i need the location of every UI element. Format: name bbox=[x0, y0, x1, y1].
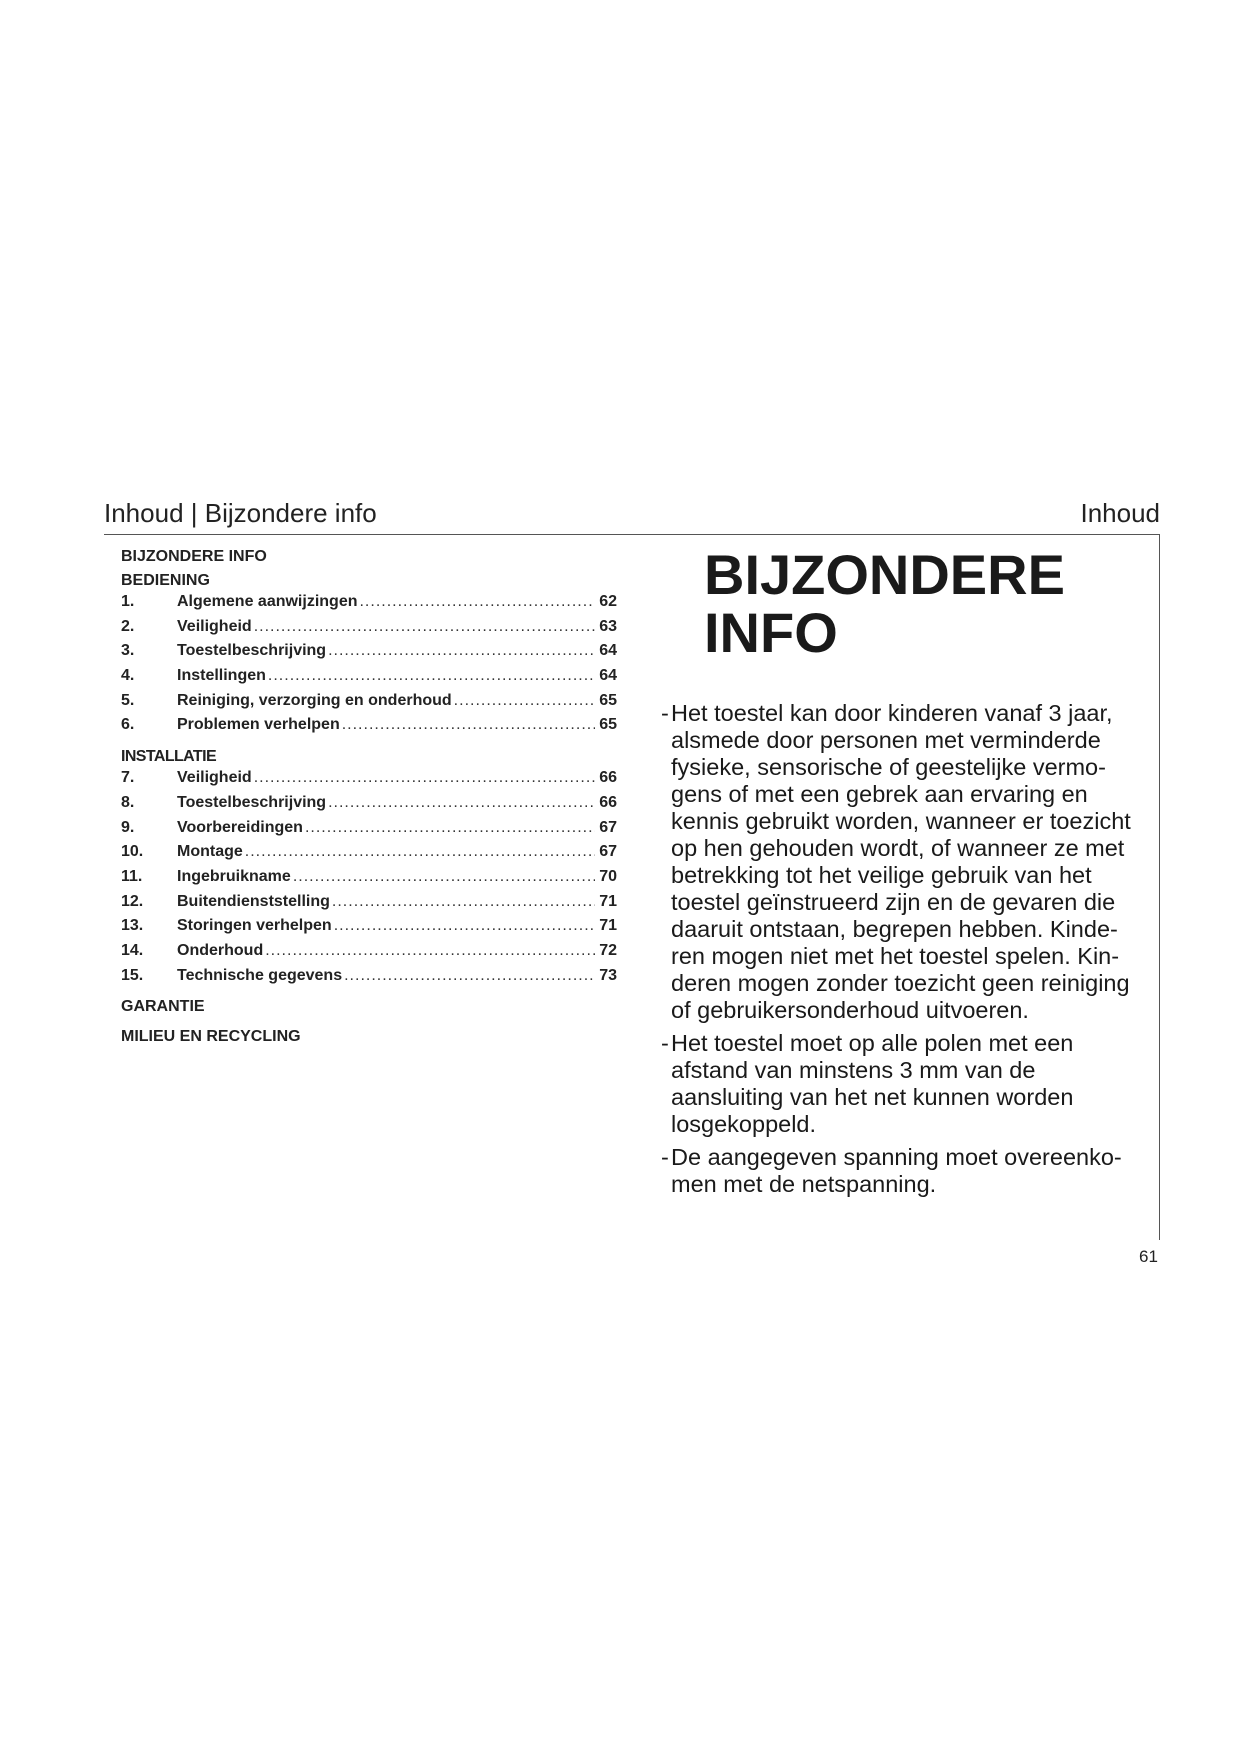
toc-entry-page: 66 bbox=[599, 769, 617, 787]
toc-entry-number: 14. bbox=[121, 941, 144, 959]
toc-dot-leader bbox=[268, 667, 595, 685]
toc-entry-page: 65 bbox=[599, 691, 617, 709]
toc-dot-leader bbox=[254, 618, 595, 636]
toc-entry[interactable] bbox=[121, 794, 617, 819]
text-line: De aangegeven spanning moet overeenko- bbox=[671, 1144, 1122, 1170]
toc-entry[interactable] bbox=[121, 667, 617, 692]
toc-dot-leader bbox=[344, 967, 595, 985]
toc-entry-number: 7. bbox=[121, 769, 135, 787]
toc-entry-title: Toestelbeschrijving bbox=[177, 793, 327, 811]
toc-entry-page: 67 bbox=[599, 818, 617, 836]
toc-entry-page: 62 bbox=[599, 593, 617, 610]
toc-entry-number: 11. bbox=[121, 867, 143, 885]
toc-entry[interactable] bbox=[121, 769, 617, 794]
right-margin-rule bbox=[1159, 534, 1160, 1240]
toc-dot-leader bbox=[454, 692, 595, 710]
toc-entry[interactable] bbox=[121, 692, 617, 717]
toc-dot-leader bbox=[359, 593, 595, 611]
toc-entry-page: 73 bbox=[599, 966, 617, 984]
toc-entry-page: 71 bbox=[599, 892, 617, 910]
text-line: Het toestel moet op alle polen met een bbox=[671, 1030, 1074, 1056]
text-line: losgekoppeld. bbox=[671, 1111, 817, 1137]
section-title-line: BIJZONDERE bbox=[704, 543, 1065, 606]
text-line: kennis gebruikt worden, wanneer er toezicht bbox=[671, 808, 1131, 834]
toc-entry-number: 3. bbox=[121, 642, 135, 660]
toc-entry-title: Instellingen bbox=[177, 667, 266, 685]
toc-entry-page: 72 bbox=[599, 941, 617, 959]
toc-entry[interactable] bbox=[121, 843, 617, 868]
toc-entry[interactable] bbox=[121, 618, 617, 643]
toc-section-bijzondere-info[interactable]: BIJZONDERE INFO bbox=[121, 548, 267, 565]
toc-entry[interactable] bbox=[121, 819, 617, 844]
text-line: men met de netspanning. bbox=[671, 1171, 937, 1197]
header-right-title: Inhoud bbox=[1080, 498, 1160, 528]
table-of-contents bbox=[121, 545, 617, 1049]
text-line: op hen gehouden wordt, of wanneer ze met bbox=[671, 835, 1125, 861]
header-left-title: Inhoud | Bijzondere info bbox=[104, 498, 377, 528]
text-line: gens of met een gebrek aan ervaring en bbox=[671, 781, 1088, 807]
toc-section-installatie[interactable]: INSTALLATIE bbox=[121, 748, 217, 766]
toc-dot-leader bbox=[305, 819, 595, 837]
section-title bbox=[704, 543, 1065, 664]
dash-bullet: - bbox=[661, 1144, 669, 1170]
toc-dot-leader bbox=[245, 843, 595, 861]
toc-entry-title: Ingebruikname bbox=[177, 867, 291, 885]
toc-section-bediening[interactable]: BEDIENING bbox=[121, 572, 210, 589]
page-number: 61 bbox=[1139, 1247, 1158, 1266]
toc-entry-title: Reiniging, verzorging en onderhoud bbox=[177, 691, 452, 709]
toc-section-garantie[interactable]: GARANTIE bbox=[121, 998, 205, 1016]
toc-entry[interactable] bbox=[121, 716, 617, 741]
toc-dot-leader bbox=[328, 794, 595, 812]
toc-entry-title: Technische gegevens bbox=[177, 966, 343, 984]
toc-entry[interactable] bbox=[121, 893, 617, 918]
toc-entry[interactable] bbox=[121, 917, 617, 942]
dash-bullet: - bbox=[661, 700, 669, 726]
toc-entry-number: 8. bbox=[121, 793, 135, 811]
safety-note-voltage bbox=[661, 1144, 1157, 1198]
toc-entry-title: Toestelbeschrijving bbox=[177, 642, 327, 660]
text-line: of gebruikersonderhoud uitvoeren. bbox=[671, 997, 1029, 1023]
toc-entry[interactable] bbox=[121, 868, 617, 893]
toc-entry-number: 2. bbox=[121, 617, 135, 635]
safety-note-children bbox=[661, 700, 1157, 1024]
toc-entry-number: 13. bbox=[121, 917, 144, 935]
toc-entry-title: Buitendienststelling bbox=[177, 892, 330, 910]
text-line: fysieke, sensorische of geestelijke vermo- bbox=[671, 754, 1106, 780]
toc-entry-page: 70 bbox=[599, 867, 617, 885]
toc-entry[interactable] bbox=[121, 593, 617, 618]
toc-entry-page: 67 bbox=[599, 843, 617, 861]
toc-entry-title: Veiligheid bbox=[177, 769, 252, 787]
text-line: deren mogen zonder toezicht geen reiniging bbox=[671, 970, 1130, 996]
text-line: alsmede door personen met verminderde bbox=[671, 727, 1101, 753]
toc-entry[interactable] bbox=[121, 967, 617, 992]
text-line: afstand van minstens 3 mm van de bbox=[671, 1057, 1036, 1083]
header-divider bbox=[104, 534, 1160, 535]
toc-entry-page: 64 bbox=[599, 642, 617, 660]
toc-entry-title: Algemene aanwijzingen bbox=[177, 593, 358, 610]
page-header bbox=[104, 498, 1160, 534]
text-line: betrekking tot het veilige gebruik van het bbox=[671, 862, 1092, 888]
safety-note-disconnect bbox=[661, 1030, 1157, 1138]
toc-entry-title: Montage bbox=[177, 843, 243, 861]
toc-dot-leader bbox=[332, 893, 595, 911]
toc-entry-number: 6. bbox=[121, 716, 135, 734]
toc-dot-leader bbox=[265, 942, 595, 960]
text-line: aansluiting van het net kunnen worden bbox=[671, 1084, 1074, 1110]
toc-section-milieu-en-recycling[interactable]: MILIEU EN RECYCLING bbox=[121, 1028, 301, 1046]
text-line: toestel geïnstrueerd zijn en de gevaren die bbox=[671, 889, 1116, 915]
toc-entry-title: Problemen verhelpen bbox=[177, 716, 340, 734]
toc-entry[interactable] bbox=[121, 942, 617, 967]
toc-entry-page: 71 bbox=[599, 917, 617, 935]
toc-entry-number: 15. bbox=[121, 966, 144, 984]
toc-entry-number: 1. bbox=[121, 593, 135, 610]
toc-entry-number: 10. bbox=[121, 843, 144, 861]
toc-entry-page: 63 bbox=[599, 617, 617, 635]
safety-notes bbox=[661, 700, 1157, 1204]
toc-entry-page: 64 bbox=[599, 667, 617, 685]
toc-entry-number: 12. bbox=[121, 892, 144, 910]
toc-entry-page: 65 bbox=[599, 716, 617, 734]
toc-entry-number: 5. bbox=[121, 691, 135, 709]
toc-entry-title: Storingen verhelpen bbox=[177, 917, 332, 935]
text-line: Het toestel kan door kinderen vanaf 3 jaar, bbox=[671, 700, 1113, 726]
toc-dot-leader bbox=[254, 769, 595, 787]
toc-list-bediening bbox=[121, 593, 617, 741]
toc-dot-leader bbox=[328, 642, 595, 660]
toc-entry-title: Voorbereidingen bbox=[177, 818, 303, 836]
dash-bullet: - bbox=[661, 1030, 669, 1056]
toc-list-installatie bbox=[121, 769, 617, 991]
text-line: ren mogen niet met het toestel spelen. Kin- bbox=[671, 943, 1120, 969]
text-line: daaruit ontstaan, begrepen hebben. Kinde- bbox=[671, 916, 1118, 942]
toc-entry-title: Onderhoud bbox=[177, 941, 264, 959]
section-title-line: INFO bbox=[704, 601, 838, 664]
toc-dot-leader bbox=[342, 716, 595, 734]
toc-entry-title: Veiligheid bbox=[177, 617, 252, 635]
toc-entry-page: 66 bbox=[599, 793, 617, 811]
toc-dot-leader bbox=[293, 868, 595, 886]
toc-entry-number: 9. bbox=[121, 818, 135, 836]
toc-entry[interactable] bbox=[121, 642, 617, 667]
toc-dot-leader bbox=[334, 917, 595, 935]
toc-entry-number: 4. bbox=[121, 667, 135, 685]
